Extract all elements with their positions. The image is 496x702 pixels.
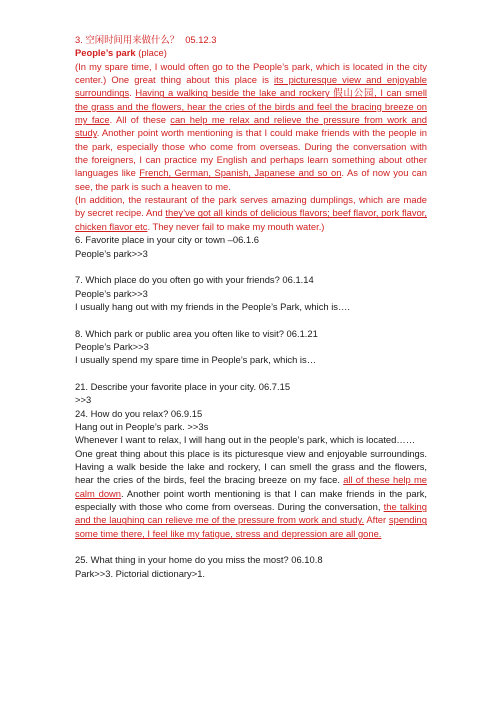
- question-25: 25. What thing in your home do you miss the most? 06.10.8: [75, 554, 323, 566]
- q24-underline-1: all of these help me calm down: [75, 474, 427, 499]
- question-24: 24. How do you relax? 06.9.15: [75, 407, 203, 419]
- question-24-paragraph-2: [75, 447, 427, 540]
- para1-text-2: .: [129, 87, 136, 99]
- topic-heading-tag: (place): [138, 47, 167, 59]
- question-24-paragraph-1: Whenever I want to relax, I will hang out in the people’s park, which is located……: [75, 434, 416, 446]
- topic-heading-text: People’s park: [75, 47, 136, 59]
- para1-text-3: . All of these: [109, 114, 171, 126]
- answer-paragraph-2: [75, 193, 427, 233]
- topic-heading: [75, 46, 427, 59]
- para1-underline-1: its picturesque view and enjoyable surroundings: [75, 74, 427, 99]
- para1-underline-3: can help me relax and relieve the pressure from work and study: [75, 114, 427, 139]
- question-6-answer: People’s park>>3: [75, 247, 148, 259]
- section-title: [75, 33, 427, 46]
- section-title-text: 3. 空闲时间用来做什么？: [75, 34, 180, 45]
- question-7-sentence: I usually hang out with my friends in the People’s Park, which is….: [75, 300, 350, 312]
- question-7-answer: People’s park>>3: [75, 287, 148, 299]
- q24-underline-3: spending some time there, I feel like my fatigue, stress and depression are all gone.: [75, 514, 427, 539]
- para1-underline-4: French, German, Spanish, Japanese and so on: [139, 167, 342, 179]
- spacer: [75, 313, 427, 326]
- document-page: [75, 33, 427, 580]
- spacer: [75, 367, 427, 380]
- para1-text-1: (In my spare time, I would often go to the People’s park, which is located in the city center.) One great thing about this place is: [75, 60, 427, 86]
- question-8-sentence: I usually spend my spare time in People’s park, which is…: [75, 354, 317, 366]
- para1-underline-2: Having a walking beside the lake and rockery 假山公园, I can smell the grass and the flowers, hear the cries of the birds and feel the bracing breeze on my face: [75, 87, 427, 126]
- question-24-answer: Hang out in People’s park. >>3s: [75, 420, 209, 432]
- q24-text-2: . Another point worth mentioning is that I can make friends in the park, especially with those who come from overseas. During the conversation,: [75, 487, 428, 513]
- para2-text-2: . They never fail to make my mouth water.): [147, 220, 325, 232]
- spacer: [75, 260, 427, 273]
- question-7: 7. Which place do you often go with your friends? 06.1.14: [75, 274, 314, 286]
- question-6: 6. Favorite place in your city or town –06.1.6: [75, 234, 259, 246]
- question-8-answer: People’s Park>>3: [75, 340, 149, 352]
- answer-paragraph-1: [75, 60, 427, 193]
- question-21-answer: >>3: [75, 394, 92, 406]
- question-8: 8. Which park or public area you often like to visit? 06.1.21: [75, 327, 318, 339]
- spacer: [75, 540, 427, 553]
- para2-text-1: (In addition, the restaurant of the park serves amazing dumplings, which are made by secret recipe. And: [75, 194, 427, 219]
- section-title-date: 05.12.3: [185, 34, 217, 45]
- para1-text-5: . As of now you can see, the park is such a heaven to me.: [75, 167, 427, 192]
- para2-underline-1: they’ve got all kinds of delicious flavors; beef flavor, pork flavor, chicken flavor etc: [75, 207, 427, 232]
- q24-underline-2: the talking and the laughing can relieve me of the pressure from work and study.: [75, 501, 427, 526]
- q24-text-1: One great thing about this place is its picturesque view and enjoyable surroundings. Having a walk beside the lake and rockery, I can smell the grass and the flowers, hear the cries of the birds, feel the bracing breeze on my face.: [75, 447, 427, 486]
- question-25-answer: Park>>3. Pictorial dictionary>1.: [75, 567, 206, 579]
- para1-text-4: . Another point worth mentioning is that I could make friends with the people in the park, especially those who come from overseas. During the conversation with the foreigners, I can practice my English and perhaps learn something about other languages like: [75, 127, 427, 179]
- question-21: 21. Describe your favorite place in your city. 06.7.15: [75, 380, 291, 392]
- q24-text-3: After: [364, 514, 389, 526]
